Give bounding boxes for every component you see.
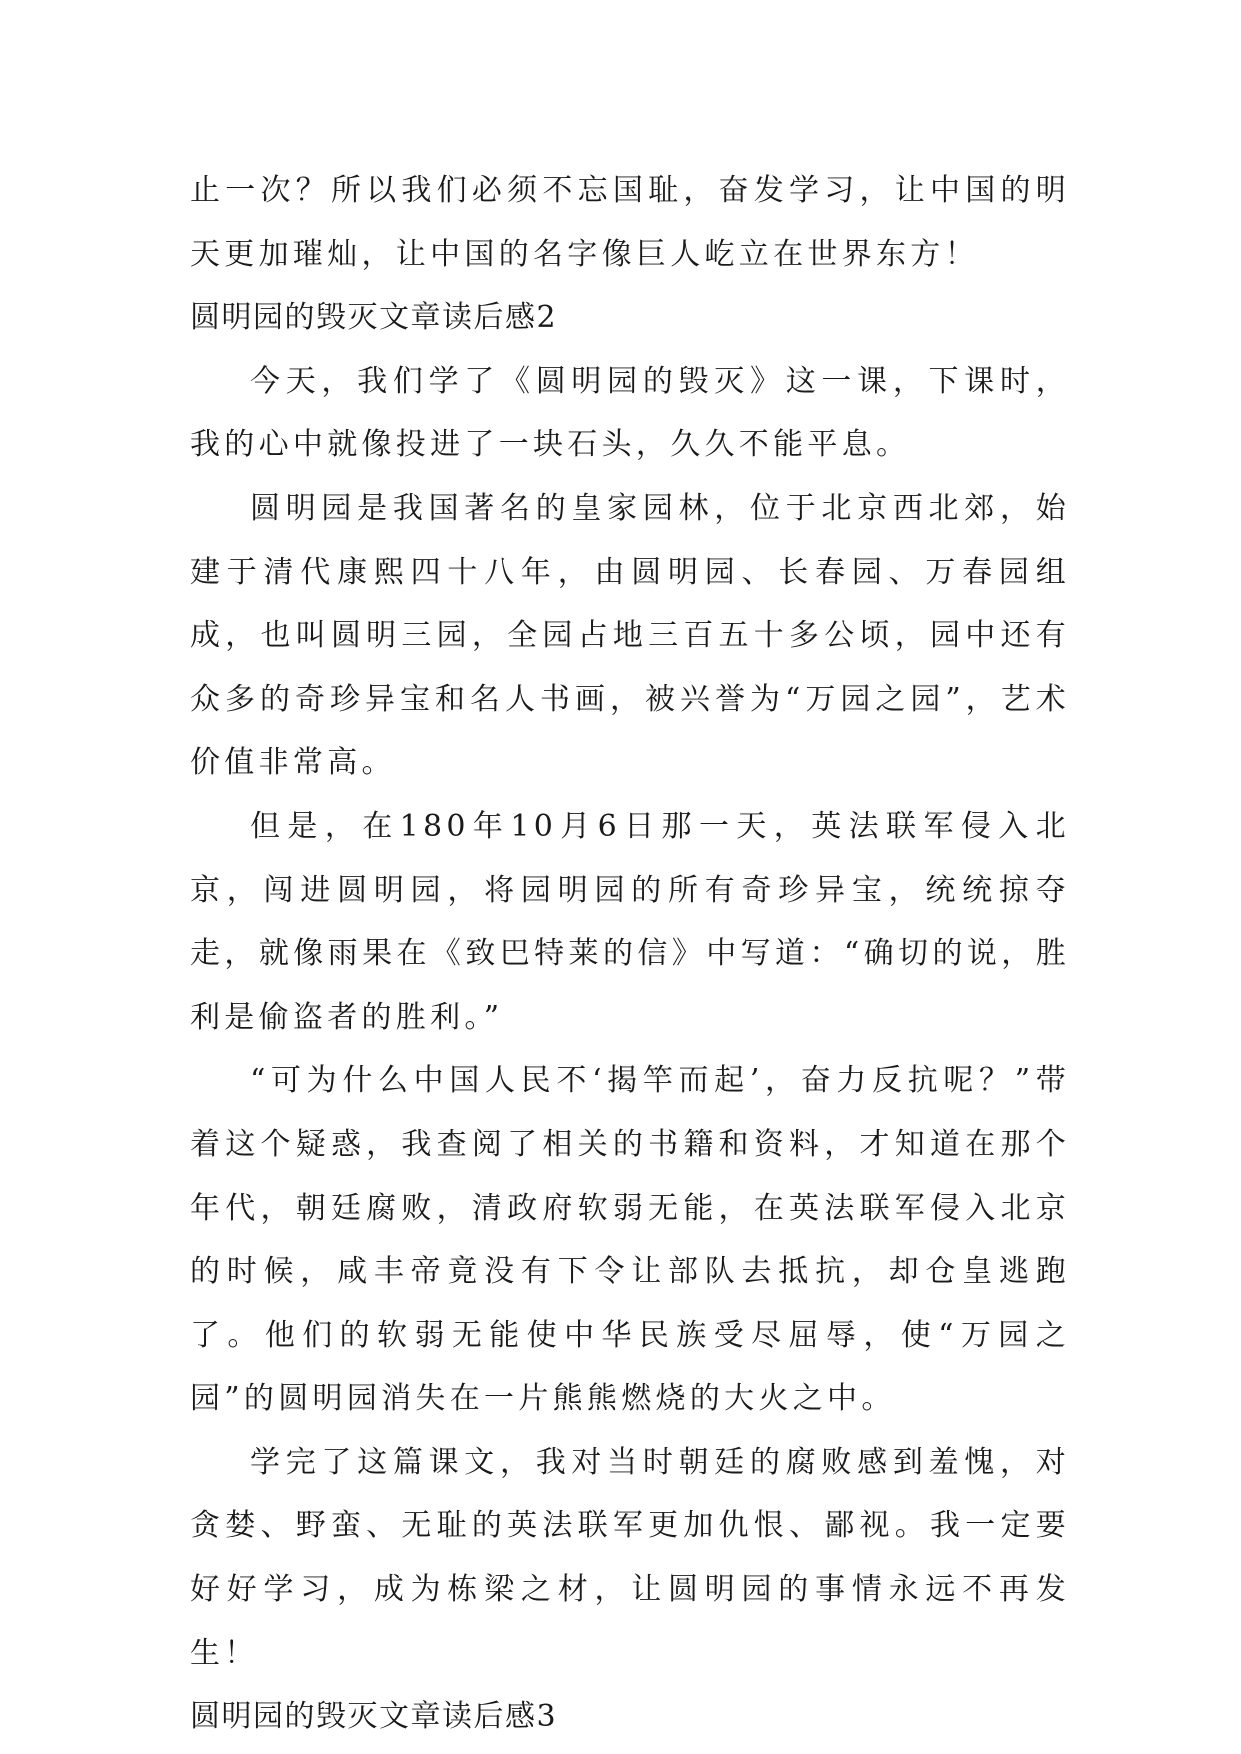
paragraph-intro: 今天，我们学了《圆明园的毁灭》这一课，下课时，我的心中就像投进了一块石头，久久不能平息。 <box>190 363 1070 463</box>
paragraph-invasion: 但是，在180年10月6日那一天，英法联军侵入北京，闯进圆明园，将园明园的所有奇珍异宝，统统掠夺走，就像雨果在《致巴特莱的信》中写道：“确切的说，胜利是偷盗者的胜利。” <box>190 808 1070 1035</box>
paragraph-garden-description: 圆明园是我国著名的皇家园林，位于北京西北郊，始建于清代康熙四十八年，由圆明园、长春园、万春园组成，也叫圆明三园，全园占地三百五十多公顷，园中还有众多的奇珍异宝和名人书画，被兴誉为“万园之园”，艺术价值非常高。 <box>190 490 1070 781</box>
paragraph-conclusion: 学完了这篇课文，我对当时朝廷的腐败感到羞愧，对贪婪、野蛮、无耻的英法联军更加仇恨、鄙视。我一定要好好学习，成为栋梁之材，让圆明园的事情永远不再发生！ <box>190 1444 1070 1671</box>
paragraph-question: “可为什么中国人民不‘揭竿而起’，奋力反抗呢？”带着这个疑惑，我查阅了相关的书籍和资料，才知道在那个年代，朝廷腐败，清政府软弱无能，在英法联军侵入北京的时候，咸丰帝竟没有下令让部队去抵抗，却仓皇逃跑了。他们的软弱无能使中华民族受尽屈辱，使“万园之园”的圆明园消失在一片熊熊燃烧的大火之中。 <box>190 1063 1070 1417</box>
section-heading-2: 圆明园的毁灭文章读后感2 <box>190 300 558 336</box>
document-page <box>190 159 1070 1749</box>
section-heading-3: 圆明园的毁灭文章读后感3 <box>190 1699 558 1735</box>
continued-paragraph: 止一次？所以我们必须不忘国耻，奋发学习，让中国的明天更加璀灿，让中国的名字像巨人屹立在世界东方！ <box>190 173 1070 272</box>
